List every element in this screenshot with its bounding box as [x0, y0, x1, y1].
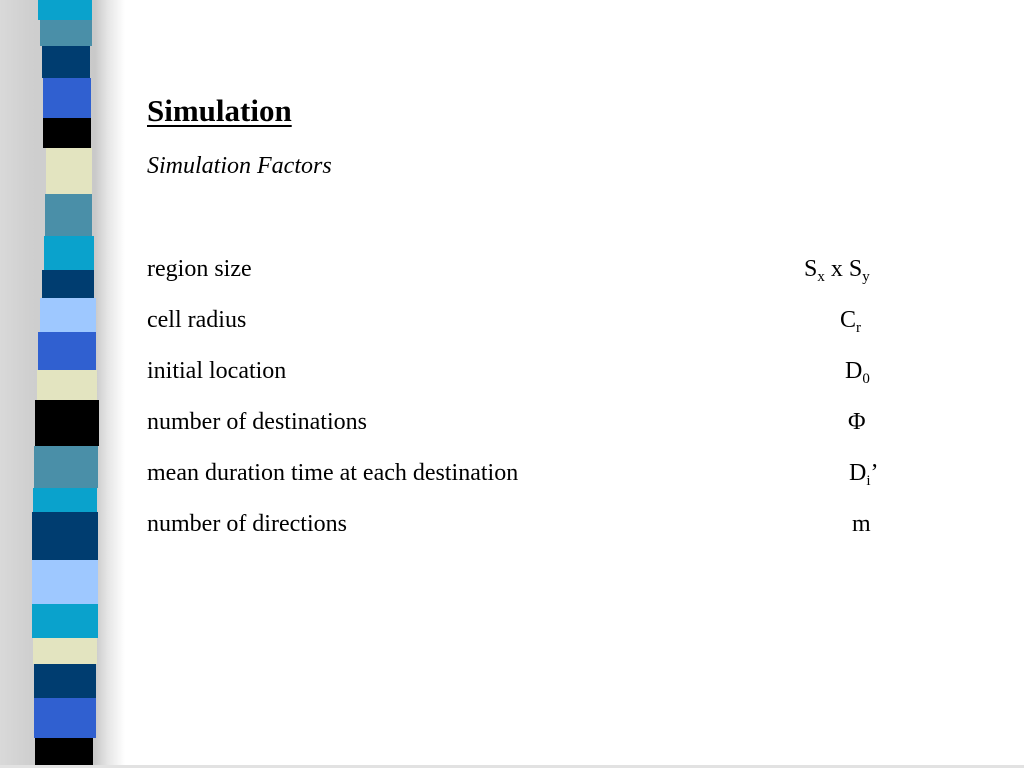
banner-stripe	[40, 20, 92, 46]
param-symbol-region-size	[804, 256, 870, 283]
banner-stripe	[34, 664, 96, 698]
symbol-base: D	[845, 358, 863, 384]
symbol-subscript: 0	[862, 371, 870, 387]
symbol-operator: x	[824, 256, 849, 282]
banner-stripe	[33, 638, 97, 664]
param-symbol-cell-radius	[840, 307, 861, 334]
symbol-prime: ’	[870, 460, 879, 486]
symbol-base: Φ	[848, 409, 866, 435]
banner-stripe	[38, 332, 96, 370]
symbol-subscript: r	[856, 320, 862, 336]
symbol-subscript: x	[817, 269, 825, 285]
vertical-striped-banner	[0, 0, 125, 768]
banner-stripe	[32, 604, 98, 638]
banner-stripe	[35, 400, 99, 446]
symbol-base: S	[804, 256, 818, 282]
symbol-subscript: i	[866, 473, 871, 489]
banner-stripe	[37, 370, 97, 400]
banner-stripe	[45, 194, 92, 236]
param-label-mean-duration: mean duration time at each destination	[147, 460, 519, 486]
symbol-base: S	[848, 256, 863, 282]
banner-stripe	[34, 698, 96, 738]
banner-stripe	[40, 298, 96, 332]
param-label-number-of-destinations: number of destinations	[147, 409, 367, 435]
param-label-initial-location: initial location	[147, 358, 287, 384]
symbol-base: C	[840, 307, 857, 333]
symbol-base: m	[852, 511, 871, 537]
banner-stripe	[35, 738, 93, 768]
param-symbol-number-of-destinations	[848, 409, 866, 436]
symbol-base: D	[849, 460, 867, 486]
banner-stripe	[43, 78, 91, 118]
param-label-cell-radius: cell radius	[147, 307, 247, 333]
param-symbol-initial-location	[845, 358, 870, 385]
banner-stripe	[44, 236, 94, 270]
banner-stripe	[34, 446, 98, 488]
banner-stripe	[38, 0, 92, 20]
param-label-region-size: region size	[147, 256, 252, 282]
banner-stripe	[42, 270, 94, 298]
banner-stripe	[33, 488, 97, 512]
slide-subtitle: Simulation Factors	[147, 153, 332, 179]
banner-stripe	[42, 46, 90, 78]
banner-stripe	[43, 118, 91, 148]
slide-title: Simulation	[147, 93, 292, 128]
param-label-number-of-directions: number of directions	[147, 511, 347, 537]
banner-stripe	[32, 560, 98, 604]
banner-stripe	[32, 512, 98, 560]
param-symbol-number-of-directions	[852, 511, 871, 538]
banner-stripe	[46, 148, 92, 194]
symbol-subscript: y	[862, 269, 870, 285]
param-symbol-mean-duration	[849, 460, 879, 487]
